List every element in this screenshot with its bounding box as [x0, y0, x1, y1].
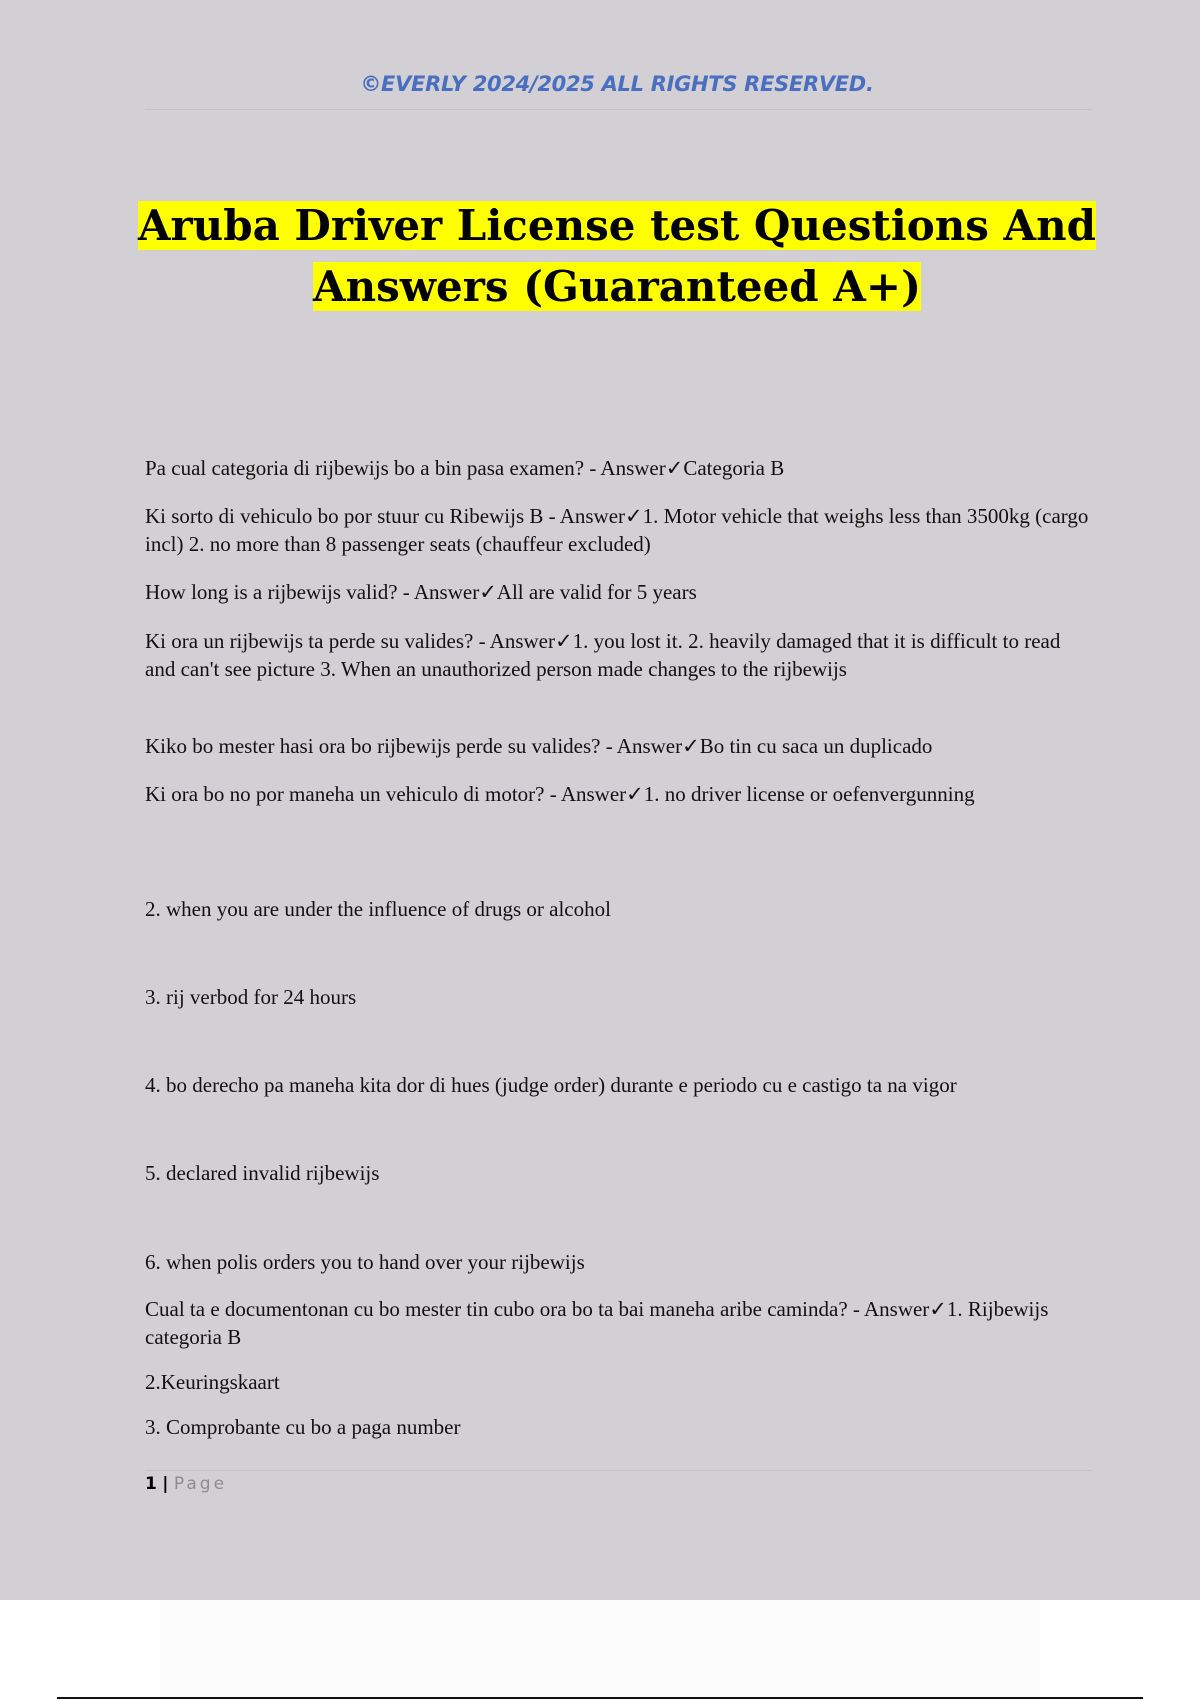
- page-number-value: 1: [145, 1474, 157, 1494]
- next-page-edge: [160, 1600, 1040, 1700]
- question-answer: Ki ora bo no por maneha un vehiculo di motor? - Answer✓1. no driver license or oefenvergunning: [145, 782, 975, 806]
- question-answer: Ki sorto di vehiculo bo por stuur cu Ribewijs B - Answer✓1. Motor vehicle that weighs less than 3500kg (cargo incl) 2. no more than 8 passenger seats (chauffeur excluded): [145, 504, 1089, 556]
- question-answer: Ki ora un rijbewijs ta perde su valides? - Answer✓1. you lost it. 2. heavily damaged that it is difficult to read and can't see picture 3. When an unauthorized person made changes to the rijbewijs: [145, 629, 1061, 681]
- page-number: [145, 1474, 227, 1494]
- document-title: [100, 195, 1134, 317]
- question-answer: Pa cual categoria di rijbewijs bo a bin pasa examen? - Answer✓Categoria B: [145, 456, 785, 480]
- answer-item: 5. declared invalid rijbewijs: [145, 1161, 380, 1185]
- answer-item: 6. when polis orders you to hand over your rijbewijs: [145, 1250, 585, 1274]
- answer-item: 2.Keuringskaart: [145, 1370, 280, 1394]
- title-line-1: Aruba Driver License test Questions And: [137, 201, 1097, 250]
- question-answer: Cual ta e documentonan cu bo mester tin cubo ora bo ta bai maneha aribe caminda? - Answer✓1. Rijbewijs categoria B: [145, 1297, 1049, 1349]
- header-divider: [145, 109, 1092, 110]
- bottom-line: [57, 1697, 1143, 1699]
- answer-item: 4. bo derecho pa maneha kita dor di hues (judge order) durante e periodo cu e castigo ta na vigor: [145, 1073, 957, 1097]
- answer-item: 3. Comprobante cu bo a paga number: [145, 1415, 461, 1439]
- title-line-2: Answers (Guaranteed A+): [313, 262, 921, 311]
- page-label: Page: [173, 1474, 228, 1494]
- question-answer: How long is a rijbewijs valid? - Answer✓All are valid for 5 years: [145, 580, 697, 604]
- answer-item: 3. rij verbod for 24 hours: [145, 985, 357, 1009]
- answer-item: 2. when you are under the influence of drugs or alcohol: [145, 897, 611, 921]
- footer-divider: [145, 1470, 1092, 1471]
- copyright-header: ©EVERLY 2024/2025 ALL RIGHTS RESERVED.: [360, 72, 874, 96]
- question-answer: Kiko bo mester hasi ora bo rijbewijs perde su valides? - Answer✓Bo tin cu saca un duplicado: [145, 734, 933, 758]
- page-number-separator: |: [162, 1474, 169, 1494]
